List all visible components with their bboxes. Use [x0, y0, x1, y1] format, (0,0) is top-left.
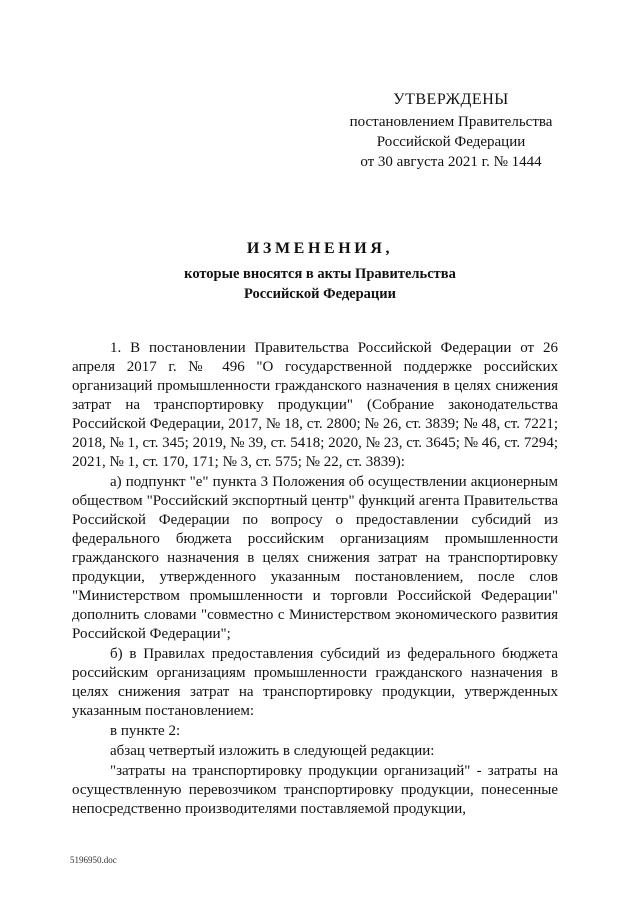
document-title: ИЗМЕНЕНИЯ,	[246, 240, 394, 257]
document-body	[72, 339, 558, 819]
approval-line-2: Российской Федерации	[376, 134, 526, 150]
paragraph-2: а) подпункт "е" пункта 3 Положения об осуществлении акционерным обществом "Российский экспортный центр" функций агента Правительства Российской Федерации по вопросу о предоставлении субсидий из федерального бюджета российским организациям промышленности гражданского назначения в целях снижения затрат на транспортировку продукции, утвержденного указанным постановлением, после слов "Министерством промышленности и торговли Российской Федерации" дополнить словами "совместно с Министерством экономического развития Российской Федерации";	[72, 474, 558, 642]
subtitle-line-1: которые вносятся в акты Правительства	[184, 266, 456, 282]
approval-line-1: постановлением Правительства	[349, 114, 553, 130]
footer-file-name: 5196950.doc	[70, 855, 117, 865]
approval-title: УТВЕРЖДЕНЫ	[393, 91, 509, 108]
subtitle-line-2: Российской Федерации	[243, 286, 396, 302]
paragraph-5: абзац четвертый изложить в следующей редакции:	[110, 743, 435, 759]
document-subtitle	[60, 264, 580, 304]
paragraph-1: 1. В постановлении Правительства Российской Федерации от 26 апреля 2017 г. № 496 "О государственной поддержке российских организаций промышленности гражданского назначения в целях снижения затрат на транспортировку продукции" (Собрание законодательства Российской Федерации, 2017, № 18, ст. 2800; № 26, ст. 3839; № 48, ст. 7221; 2018, № 1, ст. 345; 2019, № 39, ст. 5418; 2020, № 23, ст. 3645; № 46, ст. 7294; 2021, № 1, ст. 170, 171; № 3, ст. 575; № 22, ст. 3839):	[72, 340, 559, 470]
approval-line-3: от 30 августа 2021 г. № 1444	[360, 154, 542, 170]
approval-block	[336, 90, 566, 172]
paragraph-3: б) в Правилах предоставления субсидий из федерального бюджета российским организациям промышленности гражданского назначения в целях снижения затрат на транспортировку продукции, утвержденных указанным постановлением:	[72, 646, 558, 719]
paragraph-6: "затраты на транспортировку продукции организаций" - затраты на осуществленную перевозчиком транспортировку продукции, понесенные непосредственно производителями поставляемой продукции,	[72, 763, 558, 817]
paragraph-4: в пункте 2:	[110, 723, 181, 739]
